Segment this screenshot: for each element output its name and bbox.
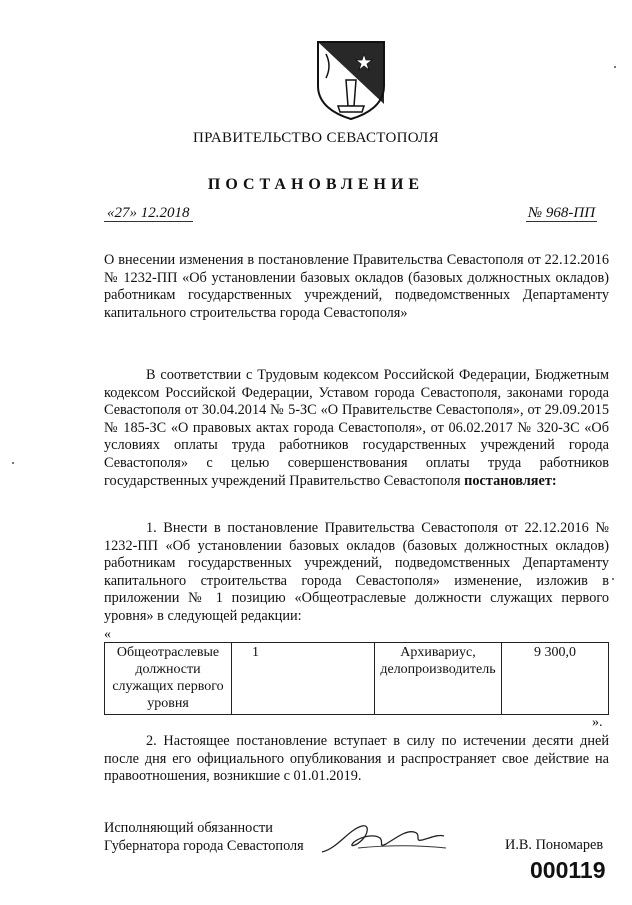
document-number-value: № 968-ПП: [528, 205, 596, 221]
decree-item-2: 2. Настоящее постановление вступает в силу по истечении десяти дней после дня его официального опубликования и распространяет свое действие на правоотношения, возникшие с 01.01.2019.: [104, 733, 609, 785]
signatory-position: [104, 820, 304, 855]
decree-word: постановляет:: [464, 472, 557, 489]
coat-of-arms-emblem: [316, 40, 386, 120]
registration-stamp-number: 000119: [530, 857, 606, 883]
salary-cell: 9 300,0: [502, 643, 609, 715]
government-title: ПРАВИТЕЛЬСТВО СЕВАСТОПОЛЯ: [193, 130, 439, 146]
legal-basis-paragraph: [104, 367, 609, 490]
handwritten-signature: [318, 818, 448, 860]
quote-open-mark: «: [104, 627, 111, 642]
decree-item-1: 1. Внести в постановление Правительства Севастополя от 22.12.2016 № 1232-ПП «Об установлении базовых окладов (базовых должностных окладов) работникам государственных учреждений, подведомственных Департаменту капитального строительства города Севастополя» изменение, изложив в приложении № 1 позицию «Общеотраслевые должности служащих первого уровня» в следующей редакции:: [104, 520, 609, 624]
document-type-title: ПОСТАНОВЛЕНИЕ: [207, 176, 425, 193]
legal-basis-text: В соответствии с Трудовым кодексом Российской Федерации, Бюджетным кодексом Российской Федерации, Уставом города Севастополя, законами города Севастополя от 30.04.2014 № 5-ЗС «О Правительстве Севастополя», от 29.09.2015 № 185-ЗС «О правовых актах города Севастополя», от 06.02.2017 № 320-ЗС «Об условиях оплаты труда работников государственных учреждений города Севастополя» с целью совершенствования оплаты труда работников государственных учреждений Правительство Севастополя: [104, 367, 609, 489]
signatory-position-line-1: Исполняющий обязанности: [104, 820, 273, 836]
position-group-cell: Общеотраслевые должности служащих первого уровня: [105, 643, 232, 715]
position-name-cell: Архивариус, делопроизводитель: [375, 643, 502, 715]
document-date: [104, 205, 193, 222]
document-subject: О внесении изменения в постановление Правительства Севастополя от 22.12.2016 № 1232-ПП «Об установлении базовых окладов (базовых должностных окладов) работникам государственных учреждений, подведомственных Департаменту капитального строительства города Севастополя»: [104, 252, 609, 321]
quote-close-mark: ».: [592, 715, 603, 730]
qualification-level-cell: 1: [232, 643, 375, 715]
table-row: [105, 643, 609, 715]
document-number: [526, 205, 597, 222]
document-date-value: «27» 12.2018: [104, 205, 193, 222]
signatory-position-line-2: Губернатора города Севастополя: [104, 837, 304, 854]
salary-table: [104, 642, 609, 715]
signatory-name: И.В. Пономарев: [505, 837, 604, 853]
scan-speck: [612, 578, 614, 580]
scan-speck: [614, 66, 616, 68]
scan-speck: [12, 462, 14, 464]
